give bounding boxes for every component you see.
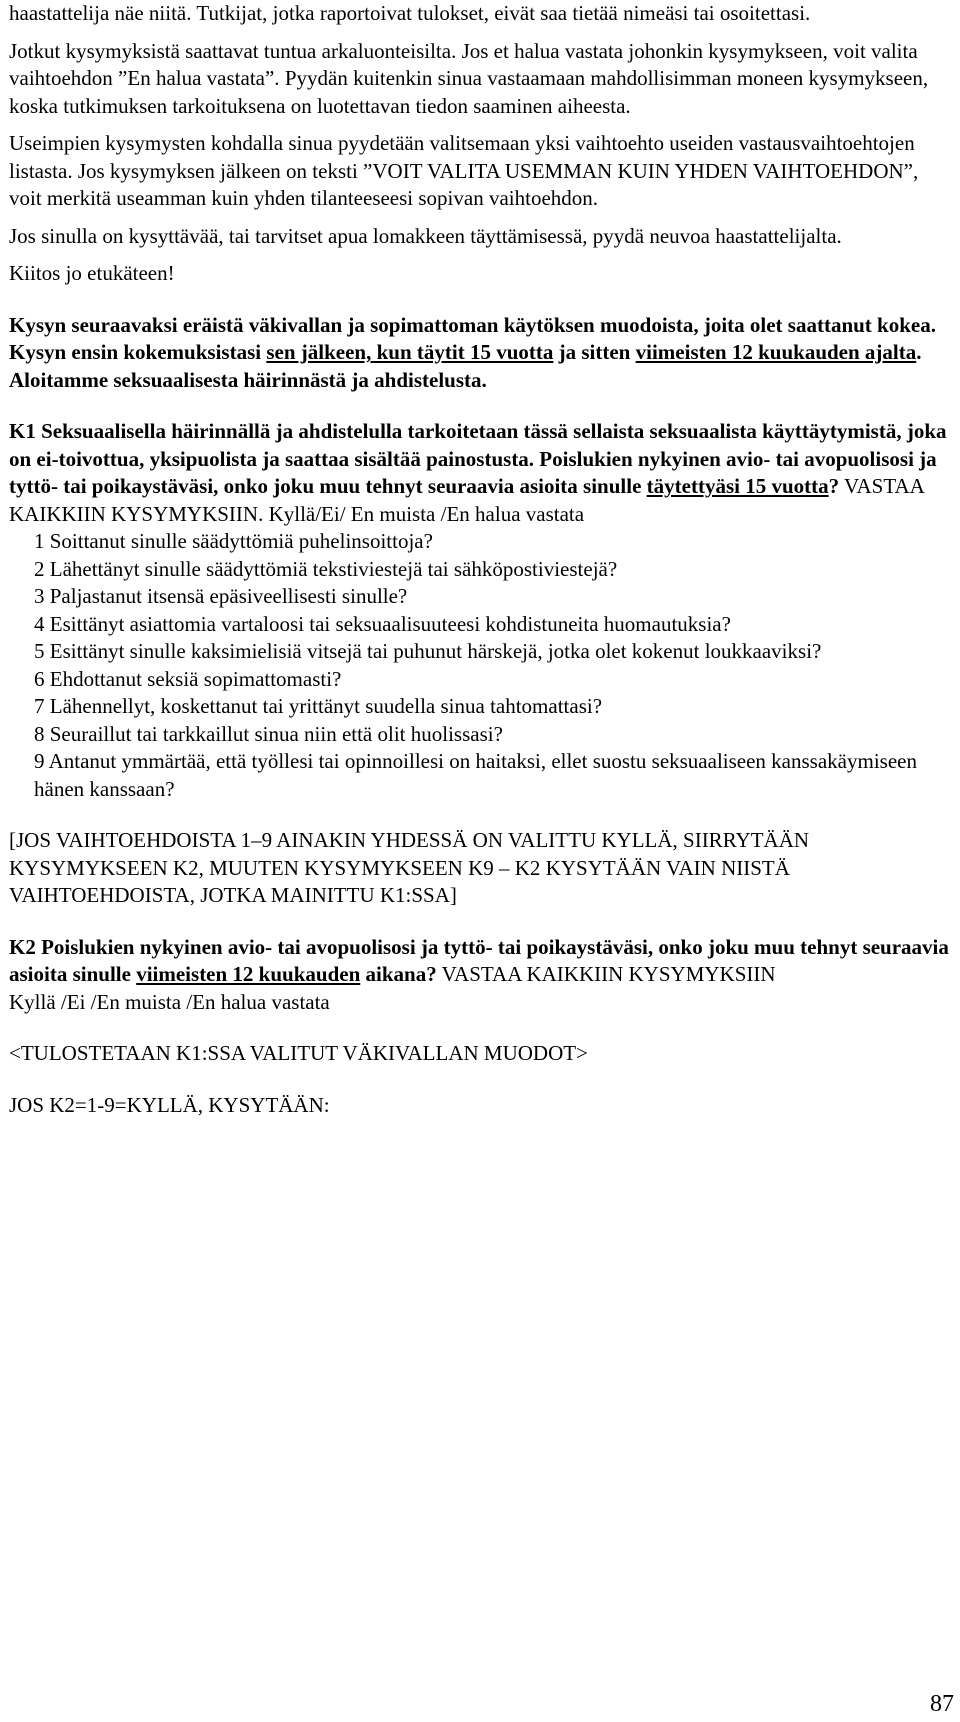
question-k2-instruction: VASTAA KAIKKIIN KYSYMYKSIIN — [436, 962, 776, 986]
print-note: <TULOSTETAAN K1:SSA VALITUT VÄKIVALLAN MUODOT> — [9, 1041, 588, 1065]
question-k1-text: K1 Seksuaalisella häirinnällä ja ahdistelulla tarkoitetaan tässä sellaista seksuaalista käyttäytymistä, joka on ei-toivottua, yksipuolista ja saattaa sisältää painostusta. Poislukien nykyinen avio- tai avopuolisosi ja tyttö- tai poikaystäväsi, onko joku muu tehnyt seuraavia asioita sinulle — [9, 419, 947, 498]
question-k2-options: Kyllä /Ei /En muista /En halua vastata — [9, 989, 330, 1014]
intro-paragraph-2a: Jotkut kysymyksistä saattavat tuntua arkaluonteisilta. Jos et halua vastata johonkin kysymykseen, voit valita vaihtoehdon ”En halua vastata”. — [9, 38, 918, 90]
intro-paragraph-3a: Useimpien kysymysten kohdalla sinua pyydetään valitsemaan yksi vaihtoehto useiden vastausvaihtoehtojen listasta. — [9, 131, 915, 183]
list-item: 4 Esittänyt asiattomia vartaloosi tai seksuaalisuuteesi kohdistuneita huomautuksia? — [34, 611, 731, 636]
list-item: 3 Paljastanut itsensä epäsiveellisesti sinulle? — [34, 584, 408, 608]
list-item: 8 Seuraillut tai tarkkaillut sinua niin että olit huolissasi? — [34, 721, 503, 746]
intro-paragraph-4: Jos sinulla on kysyttävää, tai tarvitset apua lomakkeen täyttämisessä, pyydä neuvoa haastattelijalta. — [9, 223, 842, 248]
section-intro-a: Kysyn seuraavaksi eräistä väkivallan ja sopimattoman käytöksen muodoista, joita olet saattanut kokea. Kysyn ensin kokemuksistasi — [9, 312, 936, 364]
list-item: 9 Antanut ymmärtää, että työllesi tai opinnoillesi on haitaksi, ellet suostu seksuaaliseen kanssakäymiseen hänen kanssaan? — [34, 749, 917, 801]
question-k1-instruction: VASTAA KAIKKIIN KYSYMYKSIIN. Kyllä/Ei/ En muista /En halua vastata — [9, 474, 924, 526]
section-intro-underline-2: viimeisten 12 kuukauden ajalta — [635, 340, 917, 364]
intro-paragraph-3 — [9, 130, 954, 213]
section-intro — [9, 312, 954, 395]
question-k2-underline: viimeisten 12 kuukauden — [136, 962, 361, 986]
question-k2-end: aikana? — [360, 962, 437, 986]
intro-paragraph-3b: Jos kysymyksen jälkeen on teksti ”VOIT VALITA USEMMAN KUIN YHDEN VAIHTOEHDON”, voit merkitä useamman kuin yhden tilanteeseesi sopivan vaihtoehdon. — [9, 158, 919, 210]
list-item: 6 Ehdottanut seksiä sopimattomasti? — [34, 666, 342, 691]
list-item: 5 Esittänyt sinulle kaksimielisiä vitsejä tai puhunut härskejä, jotka olet kokenut loukkaaviksi? — [34, 639, 822, 663]
question-k1-items — [34, 528, 954, 803]
section-intro-b: ja sitten — [553, 340, 636, 364]
question-k1-underline: täytettyäsi 15 vuotta — [646, 474, 829, 498]
intro-paragraph-2b: Pyydän kuitenkin sinua vastaamaan mahdollisimman moneen kysymykseen, koska tutkimuksen tarkoituksena on luotettavan tiedon saaminen aiheesta. — [9, 66, 929, 118]
list-item: 7 Lähennellyt, koskettanut tai yrittänyt suudella sinua tahtomattasi? — [34, 694, 603, 718]
question-k2-text: K2 Poislukien nykyinen avio- tai avopuolisosi ja tyttö- tai poikaystäväsi, onko joku muu tehnyt seuraavia asioita sinulle — [9, 934, 949, 986]
section-intro-underline-1: sen jälkeen, kun täytit 15 vuotta — [266, 340, 554, 364]
section-intro-c: . Aloitamme seksuaalisesta häirinnästä ja ahdistelusta. — [9, 340, 922, 392]
document-page — [9, 0, 954, 1119]
intro-thanks: Kiitos jo etukäteen! — [9, 261, 175, 285]
routing-instruction: [JOS VAIHTOEHDOISTA 1–9 AINAKIN YHDESSÄ ON VALITTU KYLLÄ, SIIRRYTÄÄN KYSYMYKSEEN K2, MUUTEN KYSYMYKSEEN K9 – K2 KYSYTÄÄN VAIN NIISTÄ VAIHTOEHDOISTA, JOTKA MAINITTU K1:SSA] — [9, 828, 810, 907]
question-k2 — [9, 934, 954, 989]
list-item: 1 Soittanut sinulle säädyttömiä puhelinsoittoja? — [34, 529, 433, 553]
list-item: 2 Lähettänyt sinulle säädyttömiä tekstiviestejä tai sähköpostiviestejä? — [34, 556, 618, 581]
page-number: 87 — [930, 1690, 954, 1717]
intro-paragraph-1: haastattelija näe niitä. Tutkijat, jotka raportoivat tulokset, eivät saa tietää nimeäsi tai osoitettasi. — [9, 1, 811, 25]
question-k1 — [9, 418, 954, 528]
condition-note: JOS K2=1-9=KYLLÄ, KYSYTÄÄN: — [9, 1092, 330, 1117]
question-k1-mark: ? — [828, 474, 840, 498]
intro-paragraph-2 — [9, 38, 954, 121]
